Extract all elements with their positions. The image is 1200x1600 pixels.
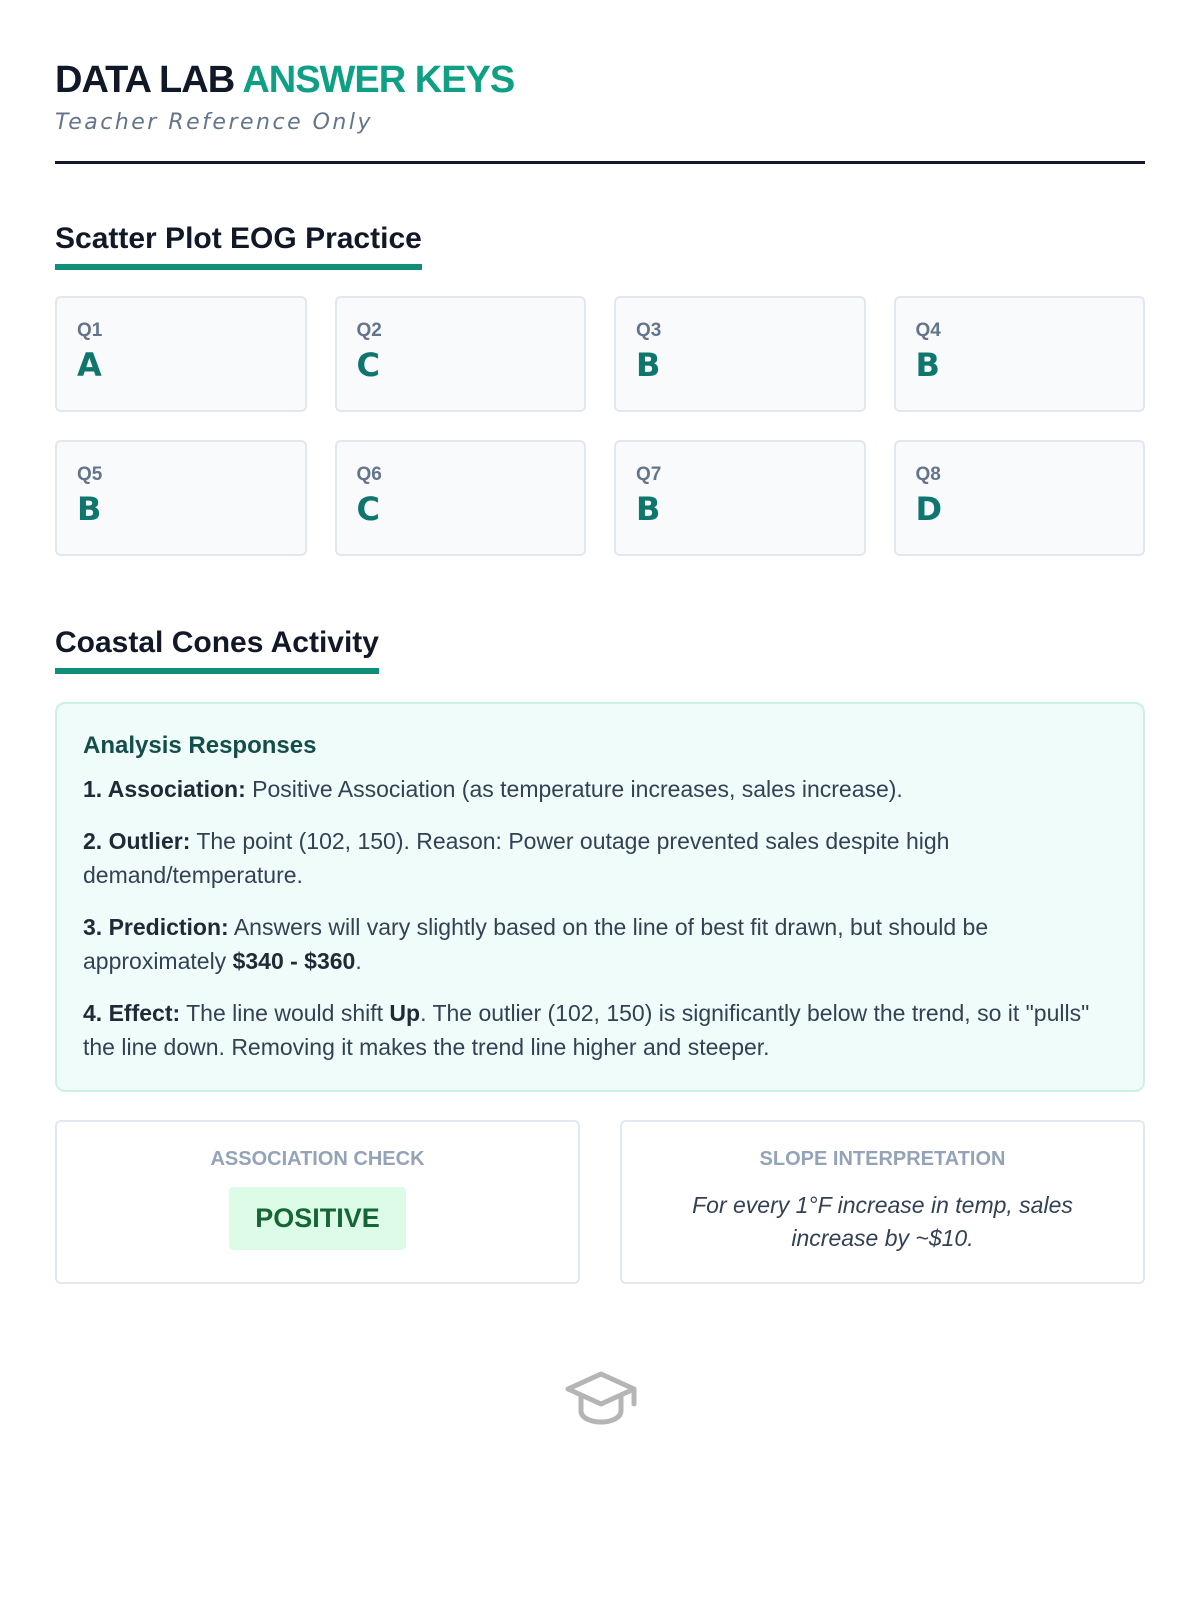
association-check-label: ASSOCIATION CHECK bbox=[210, 1148, 425, 1170]
question-label: Q1 bbox=[77, 320, 103, 341]
response-label: 1. Association: bbox=[83, 776, 246, 802]
question-label: Q3 bbox=[636, 320, 662, 341]
response-text: Answers will vary slightly based on the line of best fit drawn, but should be approximately bbox=[83, 914, 989, 974]
slope-interpretation-box bbox=[620, 1120, 1145, 1284]
response-label: 3. Prediction: bbox=[83, 914, 229, 940]
question-answer: B bbox=[636, 490, 661, 528]
summary-boxes bbox=[55, 1120, 1145, 1284]
page-subtitle: Teacher Reference Only bbox=[55, 110, 373, 135]
coastal-section bbox=[55, 626, 1145, 1284]
answer-card-q8 bbox=[894, 440, 1146, 556]
section-title-scatter: Scatter Plot EOG Practice bbox=[55, 222, 422, 270]
question-answer: C bbox=[356, 346, 380, 384]
response-tail: . The outlier (102, 150) is significantly below the trend, so it "pulls" the line down. Removing it makes the trend line higher and steeper. bbox=[83, 1000, 1090, 1060]
answer-card-q4 bbox=[894, 296, 1146, 412]
slope-interpretation-text: For every 1°F increase in temp, sales increase by ~$10. bbox=[692, 1192, 1073, 1251]
page-title bbox=[55, 58, 1145, 102]
header-divider bbox=[55, 161, 1145, 164]
question-label: Q6 bbox=[356, 464, 382, 485]
response-text: The point (102, 150). Reason: Power outage prevented sales despite high demand/temperature. bbox=[83, 828, 950, 888]
analysis-responses-box bbox=[55, 702, 1145, 1092]
response-tail: . bbox=[355, 948, 362, 974]
association-check-box bbox=[55, 1120, 580, 1284]
title-part-1: DATA LAB bbox=[55, 59, 235, 101]
response-bold: Up bbox=[389, 1000, 421, 1026]
question-answer: B bbox=[636, 346, 661, 384]
question-label: Q2 bbox=[356, 320, 382, 341]
response-label: 4. Effect: bbox=[83, 1000, 181, 1026]
question-label: Q7 bbox=[636, 464, 662, 485]
answer-card-q2 bbox=[335, 296, 587, 412]
analysis-heading: Analysis Responses bbox=[83, 732, 317, 759]
answer-card-q1 bbox=[55, 296, 307, 412]
response-association bbox=[83, 772, 1117, 806]
response-label: 2. Outlier: bbox=[83, 828, 191, 854]
response-bold: $340 - $360 bbox=[232, 948, 356, 974]
title-part-2: ANSWER KEYS bbox=[242, 59, 515, 101]
question-answer: B bbox=[77, 490, 102, 528]
answer-card-q5 bbox=[55, 440, 307, 556]
question-answer: B bbox=[915, 346, 940, 384]
response-text: The line would shift bbox=[186, 1000, 384, 1026]
answer-card-q3 bbox=[614, 296, 866, 412]
slope-interpretation-label: SLOPE INTERPRETATION bbox=[759, 1148, 1006, 1170]
question-label: Q4 bbox=[915, 320, 941, 341]
association-badge: POSITIVE bbox=[229, 1187, 406, 1250]
scatter-section bbox=[55, 222, 1145, 556]
response-text: Positive Association (as temperature increases, sales increase). bbox=[252, 776, 903, 802]
question-answer: A bbox=[77, 346, 102, 384]
response-prediction bbox=[83, 910, 1117, 978]
response-outlier bbox=[83, 824, 1117, 892]
question-label: Q5 bbox=[77, 464, 103, 485]
answer-card-q7 bbox=[614, 440, 866, 556]
section-title-coastal: Coastal Cones Activity bbox=[55, 626, 379, 674]
header bbox=[55, 0, 1145, 164]
question-answer: D bbox=[915, 490, 943, 528]
question-answer: C bbox=[356, 490, 380, 528]
answer-grid bbox=[55, 296, 1145, 556]
answer-card-q6 bbox=[335, 440, 587, 556]
question-label: Q8 bbox=[915, 464, 941, 485]
graduation-cap-icon bbox=[563, 1368, 639, 1426]
response-effect bbox=[83, 996, 1117, 1064]
